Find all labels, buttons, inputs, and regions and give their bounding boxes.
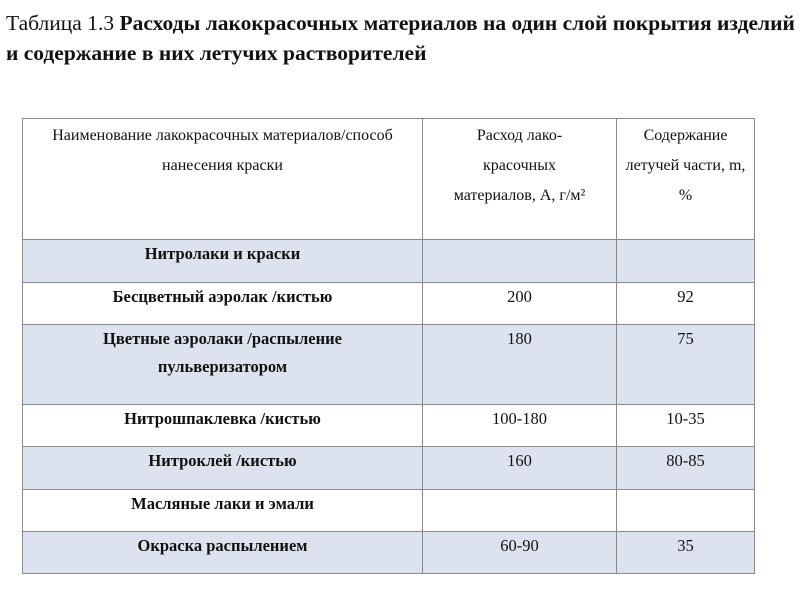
header-volatile-content: Содержание летучей части, m, % [617, 119, 755, 240]
header-consumption: Расход лако-красочных материалов, А, г/м² [423, 119, 617, 240]
table-row [23, 490, 755, 532]
volatile-cell: 35 [617, 532, 755, 574]
volatile-cell: 92 [617, 283, 755, 325]
consumption-cell: 60-90 [423, 532, 617, 574]
material-name-cell: Окраска распылением [23, 532, 423, 574]
material-name-cell: Нитроклей /кистью [23, 447, 423, 490]
consumption-cell: 100-180 [423, 405, 617, 447]
consumption-cell: 200 [423, 283, 617, 325]
material-name-cell: Бесцветный аэролак /кистью [23, 283, 423, 325]
material-name-cell: Нитролаки и краски [23, 240, 423, 283]
material-name-cell: Нитрошпаклевка /кистью [23, 405, 423, 447]
header-material-name: Наименование лакокрасочных материалов/способ нанесения краски [23, 119, 423, 240]
table-row [23, 405, 755, 447]
volatile-cell: 80-85 [617, 447, 755, 490]
volatile-cell: 75 [617, 325, 755, 405]
consumption-cell [423, 490, 617, 532]
materials-table [22, 118, 755, 574]
volatile-cell [617, 490, 755, 532]
caption-text: Расходы лакокрасочных материалов на один слой покрытия изделий и содержание в них летучих растворителей [6, 11, 795, 65]
consumption-cell: 160 [423, 447, 617, 490]
material-name-cell: Масляные лаки и эмали [23, 490, 423, 532]
consumption-cell: 180 [423, 325, 617, 405]
table-row [23, 325, 755, 405]
volatile-cell: 10-35 [617, 405, 755, 447]
table-caption [6, 8, 796, 68]
table-row [23, 532, 755, 574]
consumption-cell [423, 240, 617, 283]
table-row [23, 447, 755, 490]
table-header-row [23, 119, 755, 240]
volatile-cell [617, 240, 755, 283]
table-row [23, 240, 755, 283]
table-row [23, 283, 755, 325]
caption-number: Таблица 1.3 [6, 11, 120, 35]
material-name-cell: Цветные аэролаки /распыление пульверизатором [23, 325, 423, 405]
